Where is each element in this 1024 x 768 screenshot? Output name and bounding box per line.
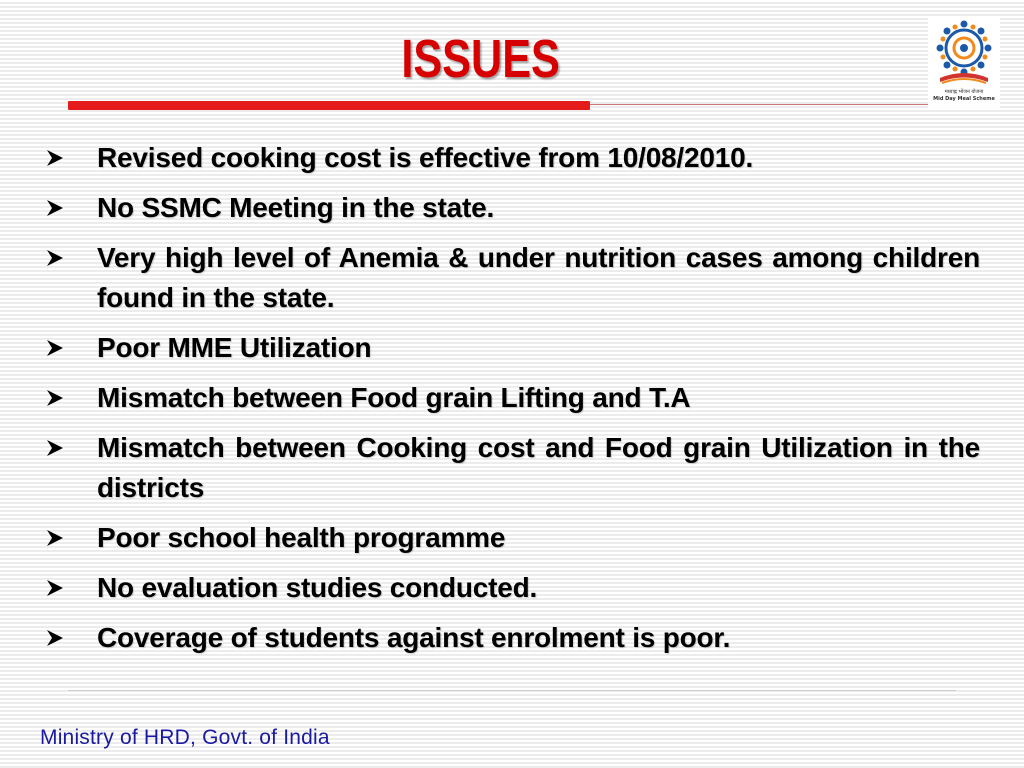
logo-caption-english: Mid Day Meal Scheme: [933, 96, 995, 102]
bullet-text: No evaluation studies conducted.: [97, 572, 538, 603]
logo-caption-hindi: मध्याह्न भोजन योजना: [944, 89, 984, 95]
bullet-text: Coverage of students against enrolment is poor.: [97, 622, 731, 653]
title-accent-rule: [68, 101, 590, 110]
footer-text: Ministry of HRD, Govt. of India: [40, 726, 330, 749]
bullet-item: [40, 238, 980, 318]
bullet-item: [40, 568, 980, 608]
title-divider-line: [590, 104, 930, 105]
bullet-text: Revised cooking cost is effective from 10/08/2010.: [97, 142, 754, 173]
bullet-text: No SSMC Meeting in the state.: [97, 192, 495, 223]
mid-day-meal-logo-icon: [932, 16, 996, 88]
arrowhead-bullet-icon: [40, 188, 70, 228]
footer-divider-line: [68, 690, 956, 691]
bullet-item: [40, 378, 980, 418]
bullet-item: [40, 328, 980, 368]
arrowhead-bullet-icon: [40, 618, 70, 658]
bullet-text: Very high level of Anemia & under nutrition cases among children found in the state.: [97, 242, 980, 313]
bullet-item: [40, 138, 980, 178]
bullet-item: [40, 618, 980, 658]
issues-bullet-list: [40, 138, 980, 668]
bullet-item: [40, 188, 980, 228]
arrowhead-bullet-icon: [40, 518, 70, 558]
bullet-text: Mismatch between Cooking cost and Food grain Utilization in the districts: [97, 432, 980, 503]
bullet-text: Poor MME Utilization: [97, 332, 372, 363]
arrowhead-bullet-icon: [40, 138, 70, 178]
bullet-item: [40, 428, 980, 508]
bullet-text: Mismatch between Food grain Lifting and T.A: [97, 382, 691, 413]
mid-day-meal-logo: [928, 16, 1000, 108]
bullet-text: Poor school health programme: [97, 522, 506, 553]
slide-title: ISSUES: [401, 29, 560, 89]
arrowhead-bullet-icon: [40, 238, 70, 278]
arrowhead-bullet-icon: [40, 568, 70, 608]
bullet-item: [40, 518, 980, 558]
arrowhead-bullet-icon: [40, 328, 70, 368]
arrowhead-bullet-icon: [40, 428, 70, 468]
arrowhead-bullet-icon: [40, 378, 70, 418]
